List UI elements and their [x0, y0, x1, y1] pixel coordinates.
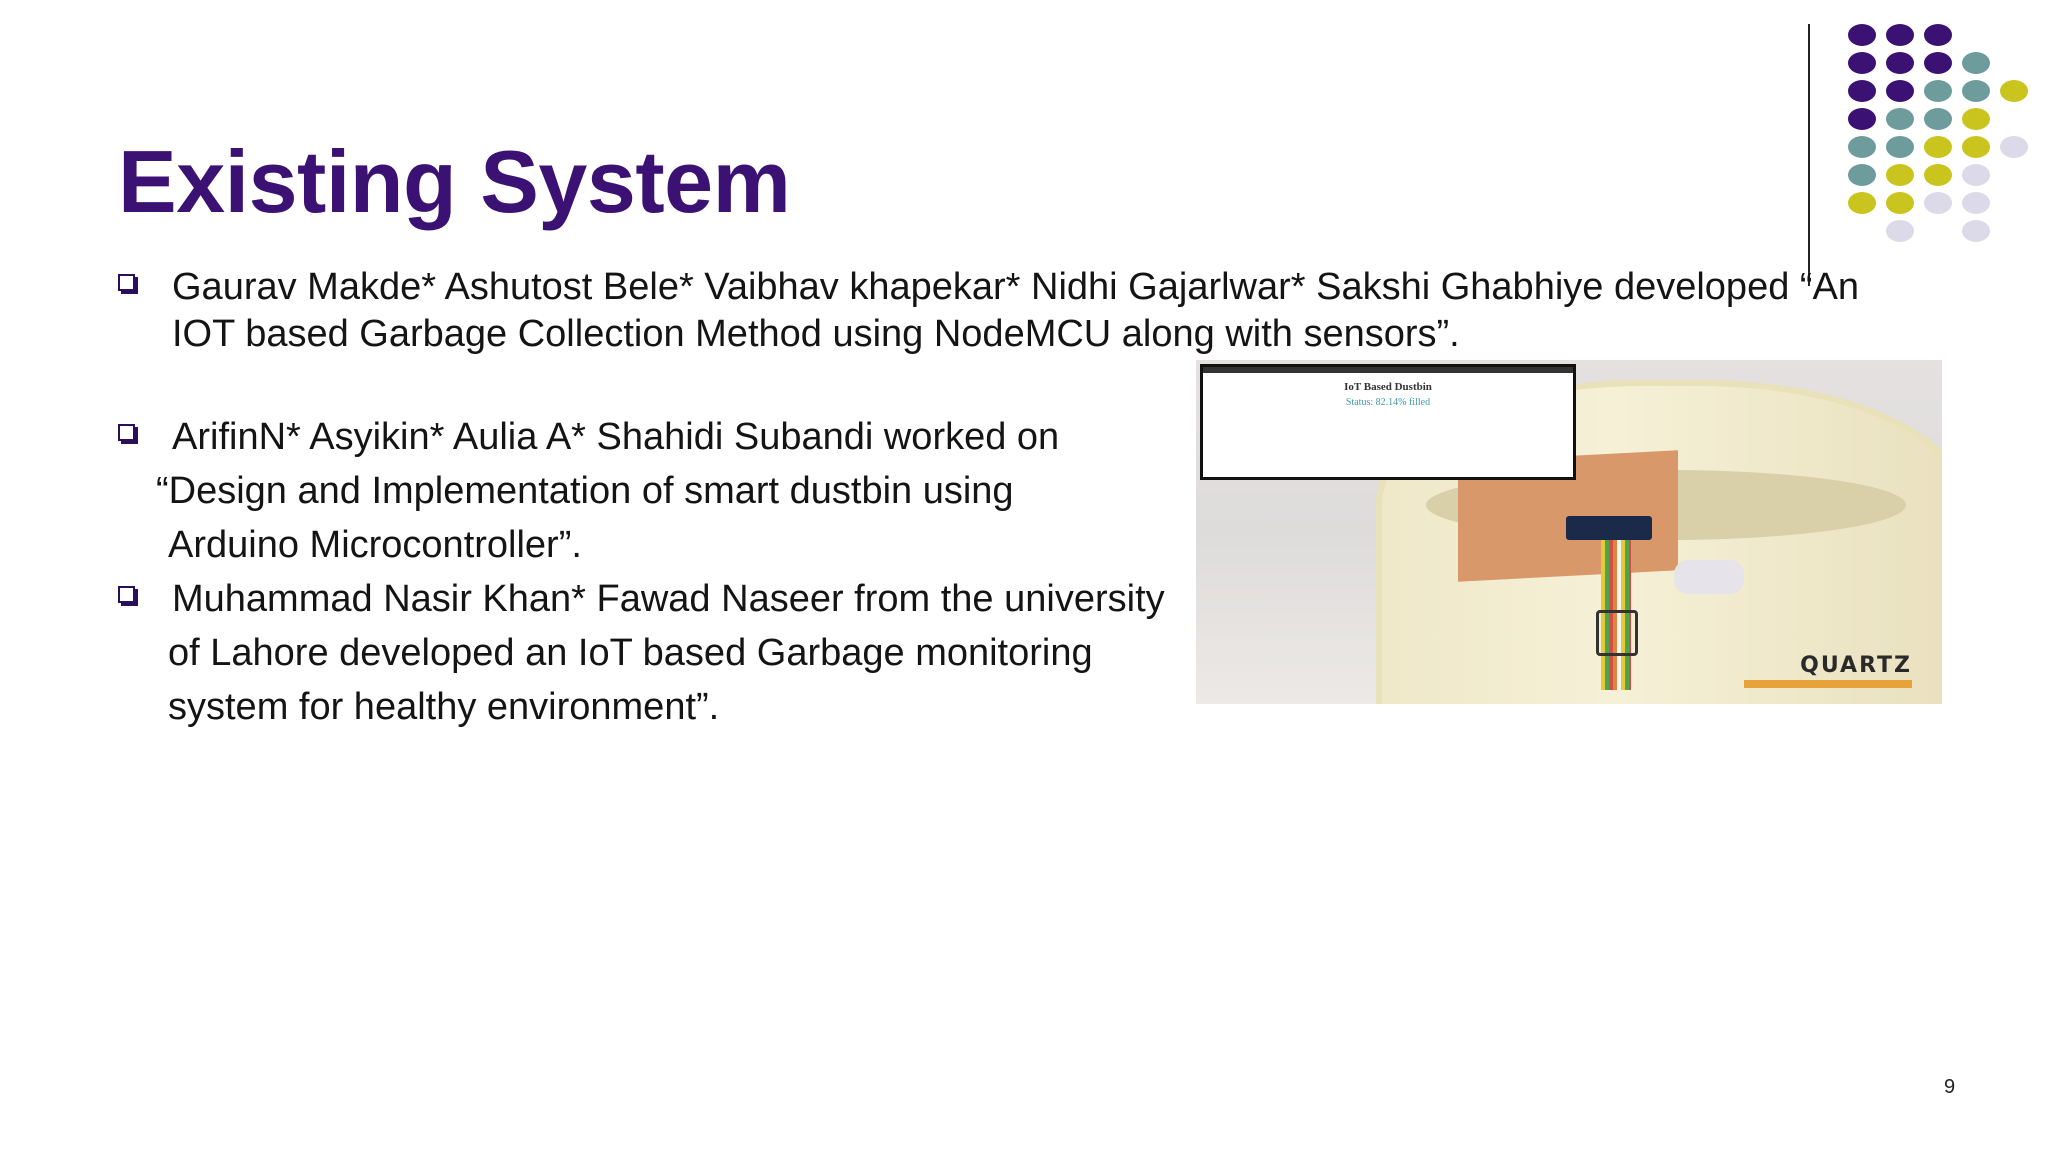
decorative-dot	[1848, 136, 1876, 158]
decorative-dot	[1924, 108, 1952, 130]
decorative-dot	[2000, 80, 2028, 102]
dashboard-title: IoT Based Dustbin	[1344, 381, 1432, 393]
decorative-dot	[1886, 136, 1914, 158]
quartz-logo: QUARTZ	[1800, 653, 1912, 678]
bullet-2-line-1: ArifinN* Asyikin* Aulia A* Shahidi Subandi worked on	[172, 416, 1060, 458]
divider-line	[1808, 24, 1810, 286]
bullet-2-line-3: Arduino Microcontroller”.	[168, 524, 582, 566]
smart-dustbin-photo	[1196, 360, 1942, 704]
slide-title: Existing System	[118, 132, 791, 231]
microcontroller-board	[1596, 610, 1638, 656]
bullet-icon	[118, 424, 135, 441]
window-titlebar	[1203, 367, 1573, 373]
decorative-dot	[2000, 136, 2028, 158]
decorative-dot	[1848, 192, 1876, 214]
decorative-dot	[1924, 80, 1952, 102]
decorative-dot	[1886, 164, 1914, 186]
decorative-dot	[1962, 80, 1990, 102]
bullet-icon	[118, 274, 135, 291]
decorative-dot	[1962, 136, 1990, 158]
decorative-dot	[1886, 80, 1914, 102]
decorative-dot	[1848, 52, 1876, 74]
page-number: 9	[1944, 1076, 1956, 1098]
bullet-2-line-2: “Design and Implementation of smart dustbin using	[156, 470, 1014, 512]
decorative-dot	[1886, 108, 1914, 130]
bullet-1-line-1: Gaurav Makde* Ashutost Bele* Vaibhav khapekar* Nidhi Gajarlwar* Sakshi Ghabhiye developed “An	[172, 266, 1860, 308]
decorative-dot	[1848, 108, 1876, 130]
decorative-dot	[1924, 136, 1952, 158]
decorative-dot	[1962, 108, 1990, 130]
decorative-dot	[1962, 192, 1990, 214]
bullet-3-line-1: Muhammad Nasir Khan* Fawad Naseer from the university	[172, 578, 1165, 620]
decorative-dot	[1886, 52, 1914, 74]
decorative-dot	[1848, 80, 1876, 102]
decorative-dot	[1924, 52, 1952, 74]
decorative-dot	[1962, 220, 1990, 242]
decorative-dot	[1848, 164, 1876, 186]
decorative-dot-grid	[1848, 24, 2038, 250]
decorative-dot	[1962, 164, 1990, 186]
bullet-3-line-3: system for healthy environment”.	[168, 686, 720, 728]
ultrasonic-sensor	[1566, 516, 1652, 540]
decorative-dot	[1924, 164, 1952, 186]
bullet-3-line-2: of Lahore developed an IoT based Garbage monitoring	[168, 632, 1093, 674]
bullet-1-line-2: IOT based Garbage Collection Method using NodeMCU along with sensors”.	[172, 313, 1460, 355]
decorative-dot	[1886, 24, 1914, 46]
bullet-icon	[118, 586, 135, 603]
fill-status: Status: 82.14% filled	[1345, 397, 1431, 408]
decorative-dot	[1886, 192, 1914, 214]
dashboard-window	[1200, 364, 1576, 480]
decorative-dot	[1962, 52, 1990, 74]
decorative-dot	[1924, 24, 1952, 46]
decorative-dot	[1848, 24, 1876, 46]
decorative-dot	[1924, 192, 1952, 214]
decorative-dot	[1886, 220, 1914, 242]
